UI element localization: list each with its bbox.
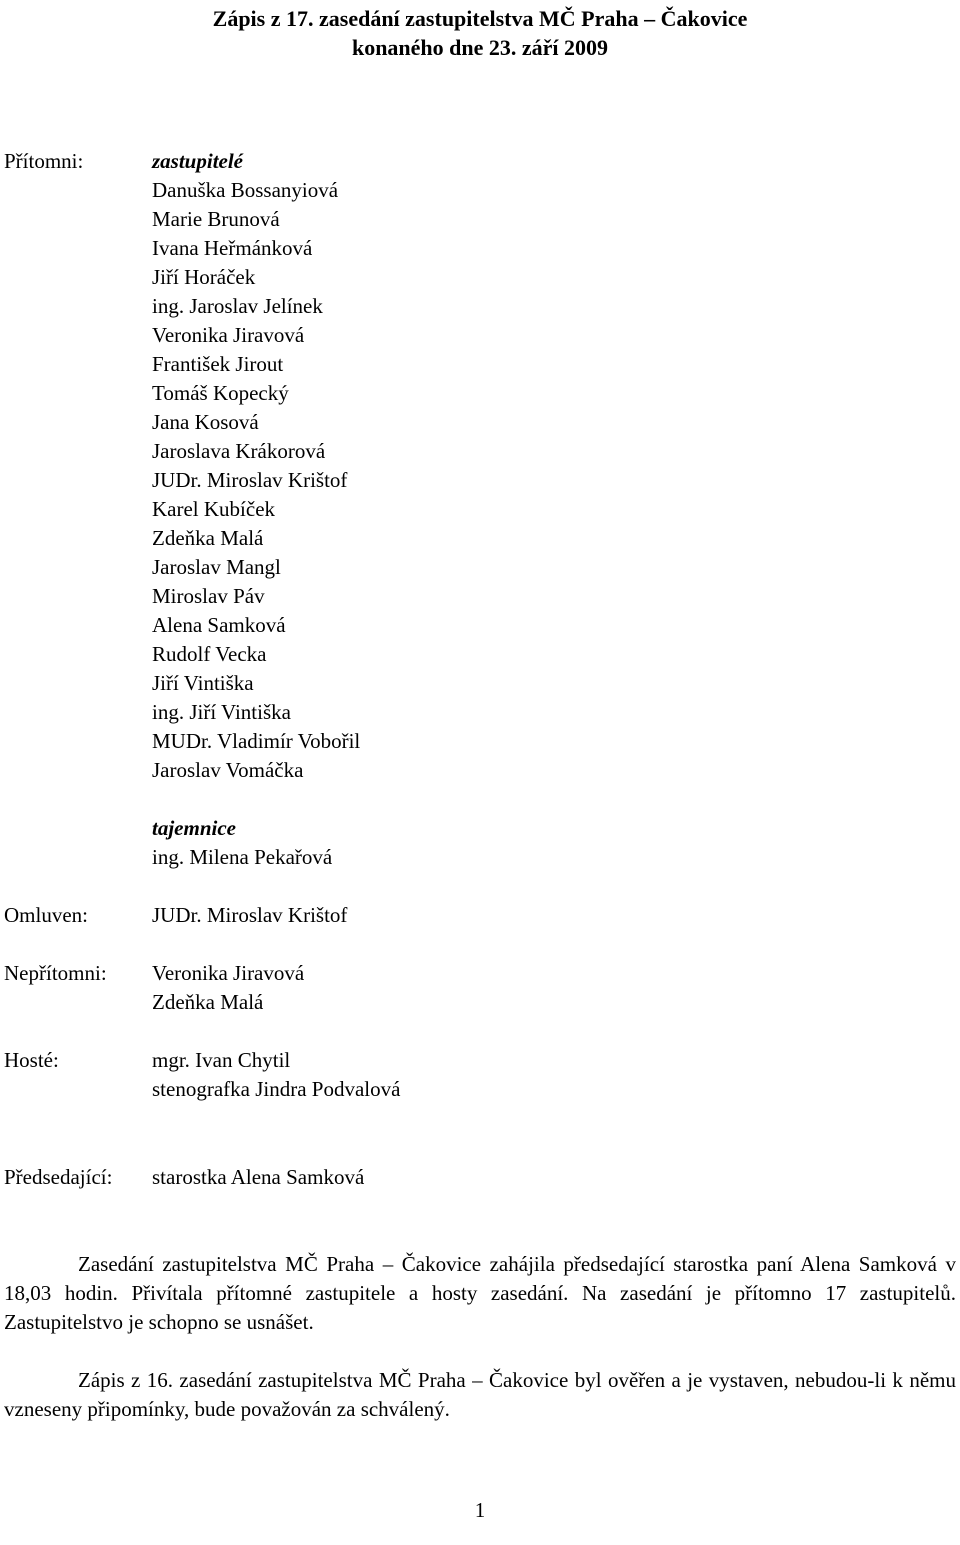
minutes-paragraph-text: Zápis z 16. zasedání zastupitelstva MČ Praha – Čakovice byl ověřen a je vystaven, nebudou-li k němu vzneseny připomínky, bude považován za schválený. xyxy=(4,1368,956,1421)
opening-paragraph xyxy=(4,1250,956,1337)
councillor-name: Karel Kubíček xyxy=(152,497,276,521)
secretary-name: ing. Milena Pekařová xyxy=(152,845,333,869)
councillor-name: František Jirout xyxy=(152,352,284,376)
title-line-1: Zápis z 17. zasedání zastupitelstva MČ Praha – Čakovice xyxy=(212,6,748,31)
chair-label: Předsedající: xyxy=(4,1165,113,1189)
secretary-heading: tajemnice xyxy=(152,816,236,840)
councillor-name: Veronika Jiravová xyxy=(152,323,305,347)
councillor-name: Ivana Heřmánková xyxy=(152,236,313,260)
title-line-2: konaného dne 23. září 2009 xyxy=(351,35,609,60)
guest-name: mgr. Ivan Chytil xyxy=(152,1048,291,1072)
councillor-name: Danuška Bossanyiová xyxy=(152,178,339,202)
councillor-name: MUDr. Vladimír Vobořil xyxy=(152,729,361,753)
councillor-name: Alena Samková xyxy=(152,613,286,637)
councillor-name: Zdeňka Malá xyxy=(152,526,264,550)
councillor-name: Tomáš Kopecký xyxy=(152,381,289,405)
minutes-paragraph xyxy=(4,1366,956,1424)
absent-name: Zdeňka Malá xyxy=(152,990,264,1014)
councillors-heading: zastupitelé xyxy=(152,149,244,173)
guests-label: Hosté: xyxy=(4,1048,59,1072)
page-number: 1 xyxy=(474,1498,486,1522)
councillor-name: Jana Kosová xyxy=(152,410,259,434)
present-list xyxy=(152,147,952,872)
councillor-name: Jiří Horáček xyxy=(152,265,256,289)
opening-paragraph-text: Zasedání zastupitelstva MČ Praha – Čakovice zahájila předsedající starostka paní Alena Samková v 18,03 hodin. Přivítala přítomné zastupitele a hosty zasedání. Na zasedání je přítomno 17 zastupitelů. Zastupitelstvo je schopno se usnášet. xyxy=(4,1252,956,1334)
excused-list xyxy=(152,901,952,930)
councillor-name: ing. Jaroslav Jelínek xyxy=(152,294,323,318)
spacer xyxy=(152,785,952,814)
excused-name: JUDr. Miroslav Krištof xyxy=(152,903,348,927)
councillor-name: Jaroslava Krákorová xyxy=(152,439,326,463)
councillor-name: Jaroslav Mangl xyxy=(152,555,281,579)
absent-list xyxy=(152,959,952,1017)
councillor-name: JUDr. Miroslav Krištof xyxy=(152,468,348,492)
councillor-name: Jiří Vintiška xyxy=(152,671,254,695)
document-title xyxy=(0,4,960,62)
councillor-name: ing. Jiří Vintiška xyxy=(152,700,291,724)
guest-name: stenografka Jindra Podvalová xyxy=(152,1077,401,1101)
excused-label: Omluven: xyxy=(4,903,88,927)
councillor-name: Rudolf Vecka xyxy=(152,642,267,666)
chair-name: starostka Alena Samková xyxy=(152,1165,365,1189)
councillor-name: Jaroslav Vomáčka xyxy=(152,758,304,782)
guests-list xyxy=(152,1046,952,1104)
absent-label: Nepřítomni: xyxy=(4,961,107,985)
present-label: Přítomni: xyxy=(4,149,84,173)
absent-name: Veronika Jiravová xyxy=(152,961,305,985)
councillor-name: Miroslav Páv xyxy=(152,584,265,608)
councillor-name: Marie Brunová xyxy=(152,207,280,231)
